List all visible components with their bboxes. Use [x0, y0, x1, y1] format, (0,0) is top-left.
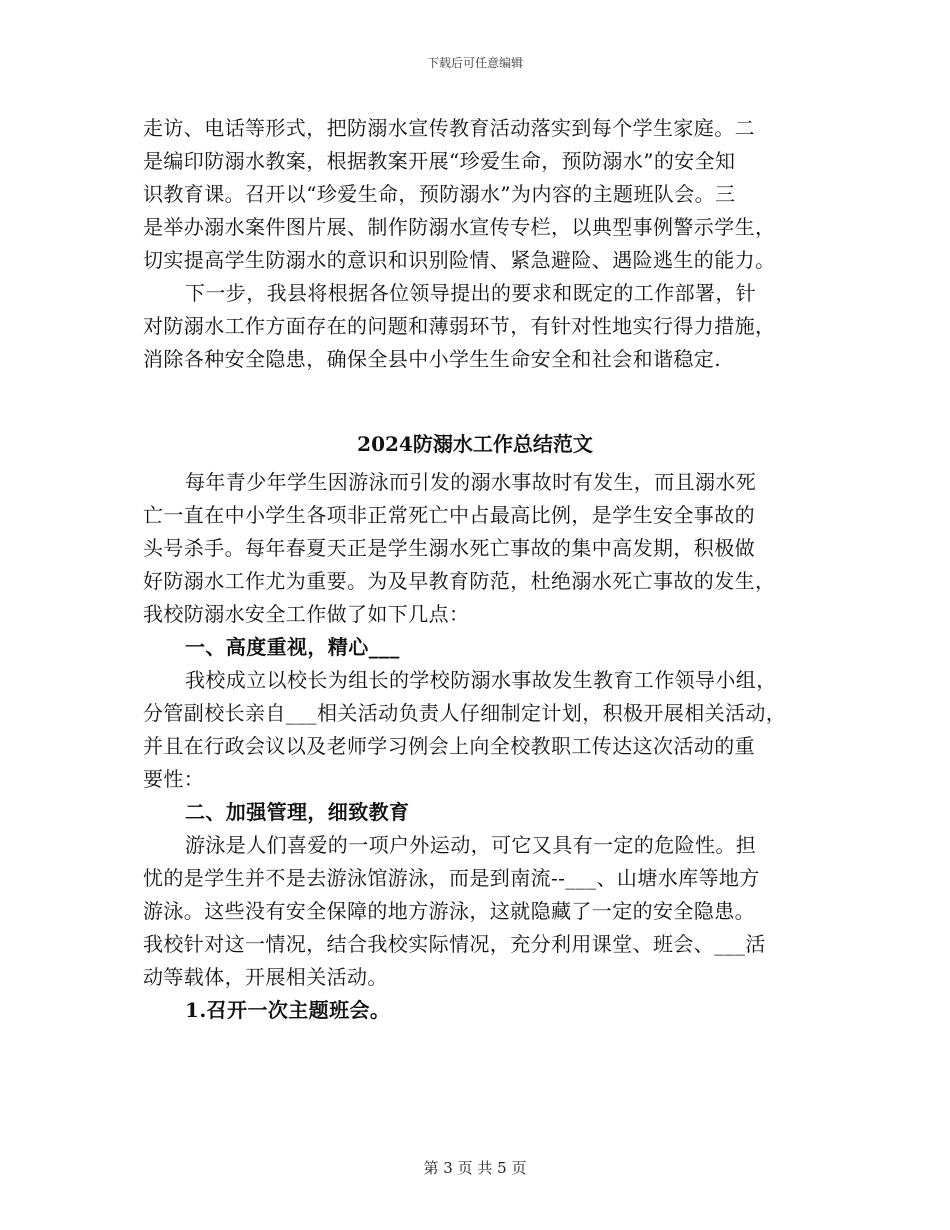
paragraph-line: 对防溺水工作方面存在的问题和薄弱环节，有针对性地实行得力措施，: [143, 314, 776, 338]
paragraph-line: 消除各种安全隐患，确保全县中小学生生命安全和社会和谐稳定.: [143, 347, 721, 371]
paragraph-line: 我校针对这一情况，结合我校实际情况，充分利用课堂、班会、___活: [143, 932, 766, 956]
paragraph-line: 好防溺水工作尤为重要。为及早教育防范，杜绝溺水死亡事故的发生，: [143, 569, 776, 593]
paragraph-line: 每年青少年学生因游泳而引发的溺水事故时有发生，而且溺水死: [185, 470, 757, 494]
paragraph-line: 要性：: [143, 767, 205, 791]
section-heading: 二、加强管理，细致教育: [185, 800, 410, 824]
paragraph-line: 下一步，我县将根据各位领导提出的要求和既定的工作部署，针: [185, 281, 757, 305]
document-body: [143, 112, 823, 376]
paragraph-line: 头号杀手。每年春夏天正是学生溺水死亡事故的集中高发期，积极做: [143, 536, 755, 560]
paragraph-line: 并且在行政会议以及老师学习例会上向全校教职工传达这次活动的重: [143, 734, 755, 758]
paragraph-line: 是举办溺水案件图片展、制作防溺水宣传专栏，以典型事例警示学生，: [143, 215, 776, 239]
page-header: 下载后可任意编辑: [426, 56, 523, 70]
section-heading: 一、高度重视，精心___: [185, 635, 400, 659]
paragraph-line: 游泳。这些没有安全保障的地方游泳，这就隐藏了一定的安全隐患。: [143, 899, 755, 923]
paragraph-line: 识教育课。召开以“珍爱生命，预防溺水”为内容的主题班队会。三: [143, 182, 736, 206]
paragraph-line: 游泳是人们喜爱的一项户外运动，可它又具有一定的危险性。担: [185, 833, 757, 857]
paragraph-line: 亡一直在中小学生各项非正常死亡中占最高比例，是学生安全事故的: [143, 503, 755, 527]
paragraph-line: 是编印防溺水教案，根据教案开展“珍爱生命，预防溺水”的安全知: [143, 149, 736, 173]
paragraph-line: 切实提高学生防溺水的意识和识别险情、紧急避险、遇险逃生的能力。: [143, 248, 776, 272]
paragraph-line: 忧的是学生并不是去游泳馆游泳，而是到南流--___、山塘水库等地方: [143, 866, 760, 890]
paragraph-line: 我校防溺水安全工作做了如下几点：: [143, 602, 470, 626]
page-footer: 第 3 页 共 5 页: [423, 1159, 527, 1177]
paragraph-line: 动等载体，开展相关活动。: [143, 965, 388, 989]
paragraph-line: 分管副校长亲自___相关活动负责人仔细制定计划，积极开展相关活动，: [143, 701, 787, 725]
list-item-heading: 1.召开一次主题班会。: [185, 998, 391, 1022]
paragraph-line: 走访、电话等形式，把防溺水宣传教育活动落实到每个学生家庭。二: [143, 116, 755, 140]
document-body-main: [143, 466, 823, 1027]
paragraph-line: 我校成立以校长为组长的学校防溺水事故发生教育工作领导小组，: [185, 668, 777, 692]
document-title: 2024防溺水工作总结范文: [357, 432, 593, 456]
